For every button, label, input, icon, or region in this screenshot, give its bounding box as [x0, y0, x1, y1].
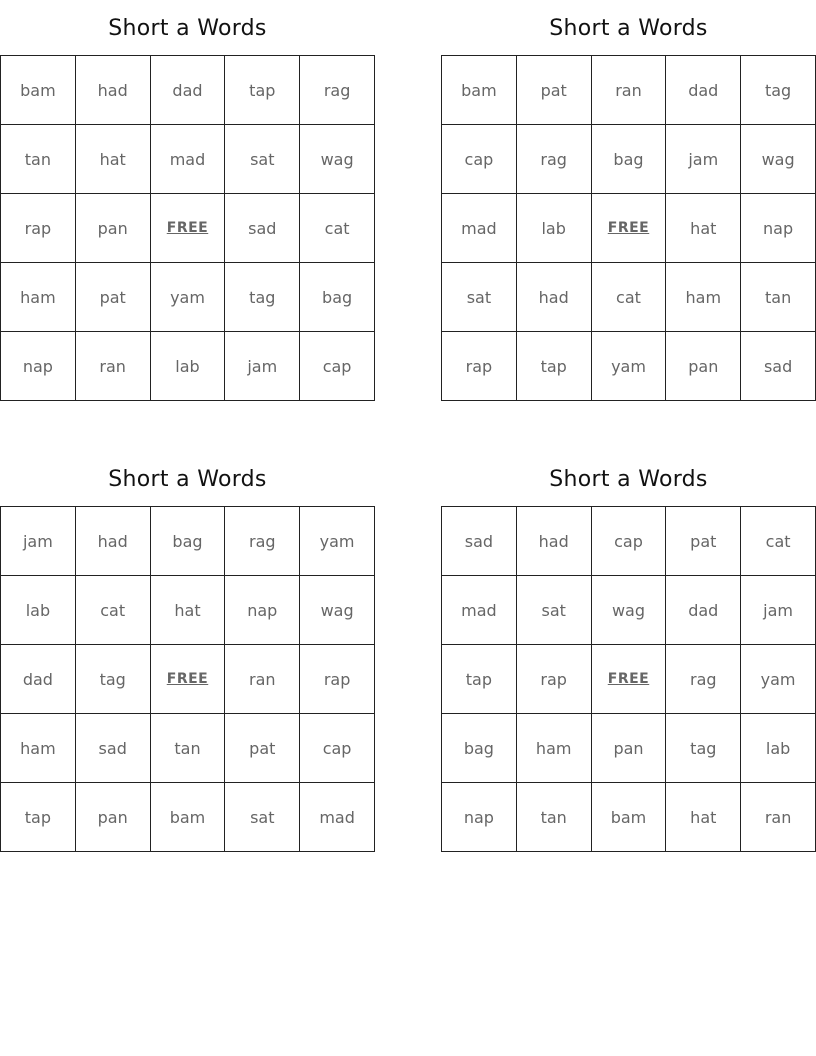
- word-cell: tap: [1, 783, 76, 852]
- word-cell: tap: [442, 645, 517, 714]
- word-cell: had: [516, 507, 591, 576]
- grid-row: [442, 576, 816, 645]
- word-cell: yam: [741, 645, 816, 714]
- word-cell: jam: [1, 507, 76, 576]
- word-cell: bag: [591, 125, 666, 194]
- word-cell: hat: [666, 783, 741, 852]
- grid-row: [442, 125, 816, 194]
- word-cell: mad: [442, 194, 517, 263]
- grid-row: [442, 783, 816, 852]
- free-space-cell: FREE: [591, 194, 666, 263]
- card-title: Short a Words: [108, 467, 267, 492]
- word-cell: bag: [150, 507, 225, 576]
- word-cell: cap: [300, 332, 375, 401]
- word-cell: mad: [442, 576, 517, 645]
- word-cell: cat: [75, 576, 150, 645]
- word-cell: hat: [150, 576, 225, 645]
- word-cell: tag: [225, 263, 300, 332]
- word-cell: pan: [75, 194, 150, 263]
- word-cell: wag: [591, 576, 666, 645]
- word-cell: jam: [666, 125, 741, 194]
- grid-row: [1, 507, 375, 576]
- grid-row: [1, 714, 375, 783]
- word-cell: ran: [225, 645, 300, 714]
- word-cell: tap: [225, 56, 300, 125]
- grid-row: [1, 783, 375, 852]
- grid-row: [1, 263, 375, 332]
- grid-row: [442, 507, 816, 576]
- word-cell: nap: [741, 194, 816, 263]
- word-cell: bam: [591, 783, 666, 852]
- grid-row: [1, 125, 375, 194]
- word-cell: tag: [75, 645, 150, 714]
- word-cell: lab: [1, 576, 76, 645]
- word-cell: cat: [741, 507, 816, 576]
- word-cell: sad: [225, 194, 300, 263]
- card-title: Short a Words: [108, 16, 267, 41]
- bingo-grid: [441, 506, 816, 852]
- word-cell: lab: [150, 332, 225, 401]
- grid-row: [442, 332, 816, 401]
- word-cell: jam: [225, 332, 300, 401]
- word-cell: pat: [75, 263, 150, 332]
- word-cell: nap: [1, 332, 76, 401]
- word-cell: mad: [300, 783, 375, 852]
- word-cell: rap: [442, 332, 517, 401]
- bingo-card-4: [441, 451, 816, 852]
- bingo-card-2: [441, 0, 816, 401]
- word-cell: pat: [516, 56, 591, 125]
- word-cell: dad: [1, 645, 76, 714]
- word-cell: tag: [741, 56, 816, 125]
- word-cell: bam: [150, 783, 225, 852]
- word-cell: dad: [150, 56, 225, 125]
- free-space-cell: FREE: [150, 645, 225, 714]
- word-cell: wag: [300, 576, 375, 645]
- grid-row: [442, 714, 816, 783]
- word-cell: wag: [741, 125, 816, 194]
- word-cell: sat: [225, 783, 300, 852]
- word-cell: ham: [1, 263, 76, 332]
- word-cell: sat: [225, 125, 300, 194]
- word-cell: mad: [150, 125, 225, 194]
- word-cell: cat: [591, 263, 666, 332]
- bingo-card-3: [0, 451, 375, 852]
- word-cell: hat: [666, 194, 741, 263]
- word-cell: cat: [300, 194, 375, 263]
- word-cell: hat: [75, 125, 150, 194]
- word-cell: rag: [666, 645, 741, 714]
- word-cell: ham: [666, 263, 741, 332]
- word-cell: sad: [741, 332, 816, 401]
- grid-row: [1, 56, 375, 125]
- word-cell: ran: [75, 332, 150, 401]
- word-cell: bam: [1, 56, 76, 125]
- bingo-card-1: [0, 0, 375, 401]
- word-cell: yam: [150, 263, 225, 332]
- word-cell: rap: [300, 645, 375, 714]
- grid-row: [1, 576, 375, 645]
- word-cell: ran: [591, 56, 666, 125]
- word-cell: nap: [225, 576, 300, 645]
- word-cell: pat: [225, 714, 300, 783]
- word-cell: tan: [516, 783, 591, 852]
- word-cell: rag: [225, 507, 300, 576]
- word-cell: tan: [741, 263, 816, 332]
- word-cell: rap: [1, 194, 76, 263]
- word-cell: sat: [442, 263, 517, 332]
- bingo-grid: [0, 506, 375, 852]
- word-cell: cap: [442, 125, 517, 194]
- word-cell: pan: [75, 783, 150, 852]
- word-cell: rag: [300, 56, 375, 125]
- word-cell: lab: [516, 194, 591, 263]
- free-space-cell: FREE: [150, 194, 225, 263]
- word-cell: sad: [75, 714, 150, 783]
- word-cell: sat: [516, 576, 591, 645]
- grid-row: [442, 645, 816, 714]
- word-cell: ham: [516, 714, 591, 783]
- word-cell: pan: [666, 332, 741, 401]
- word-cell: nap: [442, 783, 517, 852]
- word-cell: tan: [150, 714, 225, 783]
- word-cell: had: [516, 263, 591, 332]
- word-cell: bag: [442, 714, 517, 783]
- grid-row: [442, 263, 816, 332]
- word-cell: cap: [591, 507, 666, 576]
- word-cell: tan: [1, 125, 76, 194]
- word-cell: jam: [741, 576, 816, 645]
- word-cell: sad: [442, 507, 517, 576]
- grid-row: [442, 56, 816, 125]
- free-space-cell: FREE: [591, 645, 666, 714]
- grid-row: [1, 194, 375, 263]
- grid-row: [442, 194, 816, 263]
- word-cell: lab: [741, 714, 816, 783]
- word-cell: bag: [300, 263, 375, 332]
- word-cell: wag: [300, 125, 375, 194]
- card-title: Short a Words: [549, 16, 708, 41]
- word-cell: ham: [1, 714, 76, 783]
- word-cell: tag: [666, 714, 741, 783]
- word-cell: cap: [300, 714, 375, 783]
- word-cell: pat: [666, 507, 741, 576]
- grid-row: [1, 645, 375, 714]
- word-cell: had: [75, 56, 150, 125]
- word-cell: yam: [300, 507, 375, 576]
- word-cell: rap: [516, 645, 591, 714]
- word-cell: tap: [516, 332, 591, 401]
- bingo-grid: [0, 55, 375, 401]
- bingo-grid: [441, 55, 816, 401]
- word-cell: pan: [591, 714, 666, 783]
- word-cell: bam: [442, 56, 517, 125]
- word-cell: dad: [666, 576, 741, 645]
- word-cell: yam: [591, 332, 666, 401]
- word-cell: ran: [741, 783, 816, 852]
- word-cell: had: [75, 507, 150, 576]
- word-cell: rag: [516, 125, 591, 194]
- grid-row: [1, 332, 375, 401]
- word-cell: dad: [666, 56, 741, 125]
- card-title: Short a Words: [549, 467, 708, 492]
